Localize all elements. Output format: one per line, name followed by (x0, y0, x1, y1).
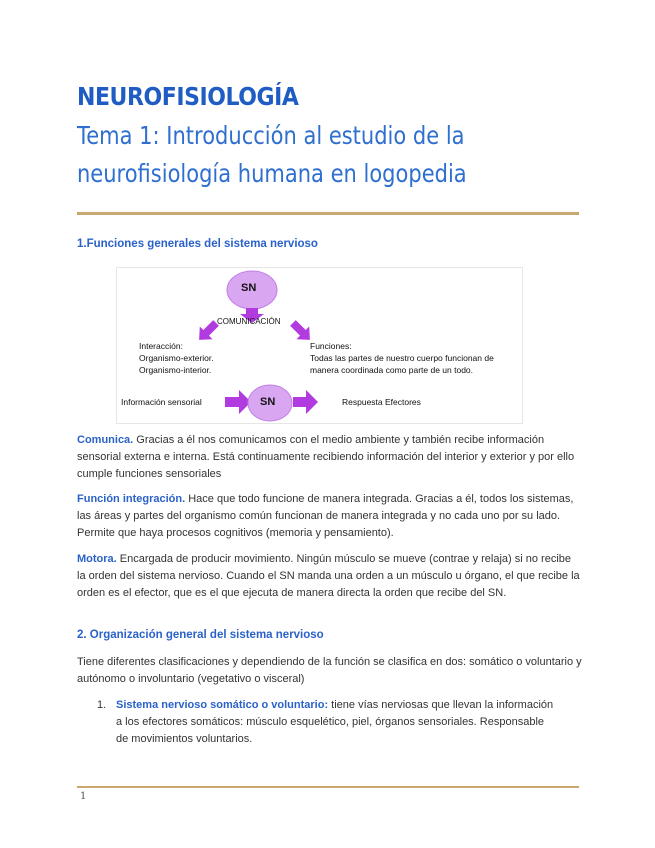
comunica-text: Gracias a él nos comunicamos con el medio ambiente y también recibe información sensorial externa e interna. Está continuamente recibiendo información del interior y exterior y por ello cumple funciones sensoriales (77, 434, 575, 480)
comunica-lead: Comunica. (77, 434, 134, 446)
list-item-number: 1. (97, 699, 107, 711)
top-divider (77, 212, 579, 215)
integracion-text: Hace que todo funcione de manera integrada. Gracias a él, todos los sistemas, las áreas y partes del organismo común funcionan de manera integrada y no cada uno por su lado. Permite que haya procesos cognitivos (memoria y pensamiento). (77, 493, 574, 539)
diagram-funciones-line-2: Todas las partes de nuestro cuerpo funcionan de (310, 353, 494, 363)
paragraph-organizacion: Tiene diferentes clasificaciones y dependiendo de la función se clasifica en dos: somático o voluntario y autónomo o involuntario (vegetativo o visceral) (77, 656, 582, 685)
list-item-text: tiene vías nerviosas que llevan la información a los efectores somáticos: músculo esquelético, piel, órganos sensoriales. Responsable de movimientos voluntarios. (116, 699, 554, 745)
diagram-funciones-line-3: manera coordinada como parte de un todo. (310, 365, 474, 375)
diagram-bottom-node-label: SN (260, 396, 276, 408)
diagram-arrow-bottom-right (293, 390, 318, 414)
diagram-interaccion-line-3: Organismo-interior. (139, 365, 212, 375)
diagram-arrow-bottom-left (225, 390, 251, 414)
integracion-lead: Función integración. (77, 493, 186, 505)
diagram-respuesta-label: Respuesta Efectores (342, 397, 421, 407)
document-subtitle (77, 117, 547, 193)
diagram-top-node-label: SN (241, 282, 257, 294)
section-1-heading: 1.Funciones generales del sistema nervioso (77, 238, 318, 250)
paragraph-motora (77, 551, 582, 602)
paragraph-integracion (77, 491, 582, 542)
diagram-interaccion-line-1: Interacción: (139, 341, 183, 351)
motora-text: Encargada de producir movimiento. Ningún músculo se mueve (contrae y relaja) si no recibe la orden del sistema nervioso. Cuando el SN manda una orden a un músculo u órgano, el que recibe la orden es el efector, que es el que ejecuta de manera directa la orden que recibe del SN. (77, 553, 580, 599)
list-item-body (116, 697, 556, 748)
list-item-lead: Sistema nervioso somático o voluntario: (116, 699, 329, 711)
footer-divider (77, 786, 579, 788)
diagram-funciones-line-1: Funciones: (310, 341, 352, 351)
subtitle-line-2: neurofisiología humana en logopedia (77, 159, 467, 188)
diagram-comunicacion-label: COMUNICACIÓN (217, 317, 281, 326)
section-2-heading: 2. Organización general del sistema nervioso (77, 629, 324, 641)
paragraph-comunica (77, 432, 582, 483)
motora-lead: Motora. (77, 553, 117, 565)
diagram-info-sensorial-label: Información sensorial (121, 397, 202, 407)
subtitle-line-1: Tema 1: Introducción al estudio de la (77, 121, 465, 150)
document-title: NEUROFISIOLOGÍA (77, 82, 299, 111)
nervous-system-diagram (116, 267, 523, 424)
diagram-interaccion-line-2: Organismo-exterior. (139, 353, 214, 363)
page-number: 1 (80, 791, 87, 802)
